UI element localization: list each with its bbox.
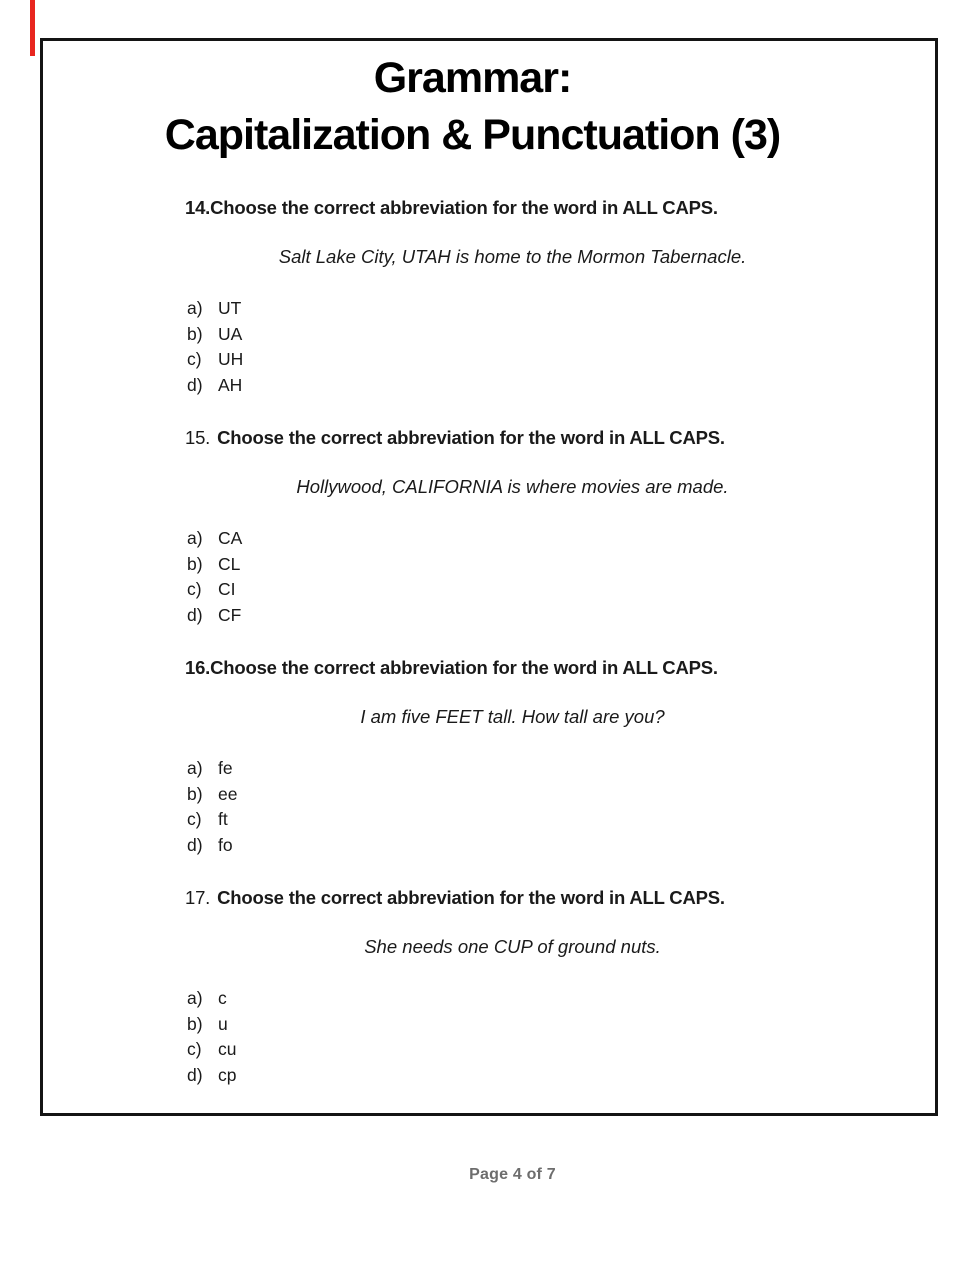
option-row bbox=[187, 577, 587, 603]
option-text: fe bbox=[218, 758, 233, 778]
option-letter: d) bbox=[187, 834, 203, 855]
option-row bbox=[187, 782, 587, 808]
option-letter: c) bbox=[187, 349, 202, 370]
option-letter: a) bbox=[187, 528, 203, 548]
red-edge-marker bbox=[30, 0, 35, 56]
question-sentence: I am five FEET tall. How tall are you? bbox=[360, 706, 665, 727]
option-row bbox=[187, 373, 587, 399]
option-text: CF bbox=[218, 604, 242, 625]
options-list bbox=[187, 756, 587, 858]
option-text: CI bbox=[218, 579, 236, 600]
option-row bbox=[187, 552, 587, 578]
option-text: ft bbox=[218, 809, 228, 830]
question-header bbox=[185, 887, 840, 909]
option-letter: b) bbox=[187, 323, 203, 344]
question-number: 14. bbox=[185, 197, 211, 218]
option-text: ee bbox=[218, 783, 238, 804]
option-letter: a) bbox=[187, 988, 203, 1008]
option-text: AH bbox=[218, 374, 243, 395]
option-row bbox=[187, 322, 587, 348]
option-row bbox=[187, 1037, 587, 1063]
option-row bbox=[187, 347, 587, 373]
option-letter: a) bbox=[187, 298, 203, 318]
option-text: c bbox=[218, 988, 227, 1008]
question-prompt: Choose the correct abbreviation for the word in ALL CAPS. bbox=[210, 657, 718, 678]
option-row bbox=[187, 1012, 587, 1038]
option-text: CL bbox=[218, 553, 241, 574]
option-text: cp bbox=[218, 1064, 237, 1085]
question-prompt: Choose the correct abbreviation for the word in ALL CAPS. bbox=[210, 197, 718, 218]
question-sentence: Hollywood, CALIFORNIA is where movies are made. bbox=[296, 476, 729, 497]
question-number: 15. bbox=[185, 427, 211, 448]
question-header bbox=[185, 657, 840, 679]
option-letter: d) bbox=[187, 374, 203, 395]
title-line-2: Capitalization & Punctuation (3) bbox=[164, 111, 781, 159]
option-row bbox=[187, 756, 587, 782]
question-sentence: Salt Lake City, UTAH is home to the Mormon Tabernacle. bbox=[278, 246, 747, 267]
option-text: cu bbox=[218, 1039, 237, 1060]
option-letter: c) bbox=[187, 579, 202, 600]
option-letter: d) bbox=[187, 604, 203, 625]
option-row bbox=[187, 986, 587, 1012]
question-number: 17. bbox=[185, 887, 211, 908]
question-prompt: Choose the correct abbreviation for the word in ALL CAPS. bbox=[217, 887, 725, 908]
option-letter: b) bbox=[187, 553, 203, 574]
option-letter: b) bbox=[187, 783, 203, 804]
option-row bbox=[187, 603, 587, 629]
option-text: CA bbox=[218, 528, 243, 548]
option-letter: b) bbox=[187, 1013, 203, 1034]
option-row bbox=[187, 833, 587, 859]
option-row bbox=[187, 526, 587, 552]
question-header bbox=[185, 197, 840, 219]
title-line-1: Grammar: bbox=[373, 54, 572, 102]
options-list bbox=[187, 296, 587, 398]
page-footer: Page 4 of 7 bbox=[469, 1166, 556, 1183]
option-row bbox=[187, 296, 587, 322]
option-text: fo bbox=[218, 834, 233, 855]
question-sentence: She needs one CUP of ground nuts. bbox=[364, 936, 661, 957]
question-header bbox=[185, 427, 840, 449]
option-letter: d) bbox=[187, 1064, 203, 1085]
page-title bbox=[145, 50, 800, 164]
option-text: u bbox=[218, 1013, 228, 1034]
option-row bbox=[187, 1063, 587, 1089]
option-letter: c) bbox=[187, 1039, 202, 1060]
option-text: UT bbox=[218, 298, 242, 318]
option-text: UH bbox=[218, 349, 244, 370]
option-letter: c) bbox=[187, 809, 202, 830]
option-letter: a) bbox=[187, 758, 203, 778]
options-list bbox=[187, 986, 587, 1088]
options-list bbox=[187, 526, 587, 628]
option-text: UA bbox=[218, 323, 243, 344]
question-prompt: Choose the correct abbreviation for the word in ALL CAPS. bbox=[217, 427, 725, 448]
option-row bbox=[187, 807, 587, 833]
question-number: 16. bbox=[185, 657, 211, 678]
